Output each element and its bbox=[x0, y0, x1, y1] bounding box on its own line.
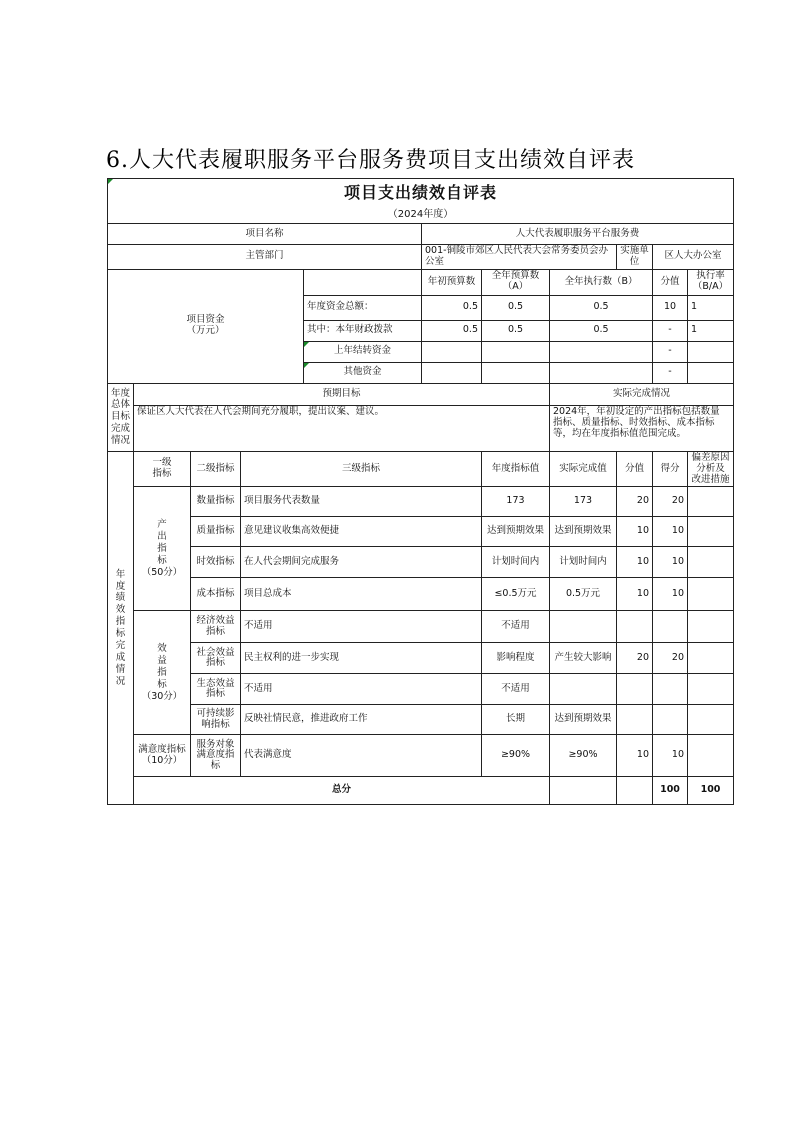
total-label: 总分 bbox=[134, 777, 550, 805]
deviation-note bbox=[688, 674, 734, 705]
page-heading: 6.人大代表履职服务平台服务费项目支出绩效自评表 bbox=[106, 148, 635, 173]
funds-cell bbox=[550, 341, 653, 362]
expected-goal-text: 保证区人大代表在人代会期间充分履职，提出议案、建议。 bbox=[134, 405, 550, 451]
performance-evaluation-table bbox=[107, 178, 734, 805]
funds-header-score-value: 分值 bbox=[653, 269, 688, 295]
level2-indicator: 成本指标 bbox=[191, 578, 241, 611]
level2-indicator: 质量指标 bbox=[191, 517, 241, 547]
funds-cell bbox=[550, 362, 653, 383]
ind-header-actual: 实际完成值 bbox=[550, 451, 617, 487]
ind-header-target: 年度指标值 bbox=[482, 451, 550, 487]
level2-indicator: 可持续影 响指标 bbox=[191, 705, 241, 735]
level3-indicator: 不适用 bbox=[241, 611, 482, 643]
deviation-note bbox=[688, 643, 734, 674]
funds-header-blank bbox=[304, 269, 422, 295]
funds-cell: 0.5 bbox=[422, 295, 482, 320]
funds-cell bbox=[422, 341, 482, 362]
level2-indicator: 数量指标 bbox=[191, 487, 241, 517]
level3-indicator: 项目服务代表数量 bbox=[241, 487, 482, 517]
funds-cell: 10 bbox=[653, 295, 688, 320]
actual-header: 实际完成情况 bbox=[550, 383, 734, 405]
actual-value: 达到预期效果 bbox=[550, 705, 617, 735]
deviation-note bbox=[688, 517, 734, 547]
group-output: 产 出 指 标 （50分） bbox=[134, 487, 191, 611]
impl-label: 实施单位 bbox=[617, 245, 653, 270]
total-score: 100 bbox=[688, 777, 734, 805]
ind-header-note: 偏差原因分析及 改进措施 bbox=[688, 451, 734, 487]
funds-row-label: 年度资金总额： bbox=[304, 295, 422, 320]
actual-value bbox=[550, 611, 617, 643]
score: 10 bbox=[653, 735, 688, 777]
funds-cell: 1 bbox=[688, 295, 734, 320]
group-satisfaction: 满意度指标 （10分） bbox=[134, 735, 191, 777]
actual-text: 2024年，年初设定的产出指标包括数量 指标、质量指标、时效指标、成本指标 等，均在年度指标值范围完成。 bbox=[550, 405, 734, 451]
indicators-label: 年 度 绩 效 指 标 完 成 情 况 bbox=[108, 451, 134, 805]
level2-indicator: 时效指标 bbox=[191, 547, 241, 578]
funds-cell bbox=[482, 341, 550, 362]
funds-cell: 0.5 bbox=[550, 320, 653, 341]
ind-header-level3: 三级指标 bbox=[241, 451, 482, 487]
level2-indicator: 生态效益 指标 bbox=[191, 674, 241, 705]
target-value: ≤0.5万元 bbox=[482, 578, 550, 611]
target-value: ≥90% bbox=[482, 735, 550, 777]
funds-cell: 0.5 bbox=[482, 295, 550, 320]
deviation-note bbox=[688, 611, 734, 643]
target-value: 计划时间内 bbox=[482, 547, 550, 578]
ind-header-score-value: 分值 bbox=[617, 451, 653, 487]
funds-cell: - bbox=[653, 320, 688, 341]
funds-header-executed: 全年执行数（B） bbox=[550, 269, 653, 295]
funds-cell: 1 bbox=[688, 320, 734, 341]
goal-label: 年度 总体 目标 完成 情况 bbox=[108, 383, 134, 451]
actual-value: 达到预期效果 bbox=[550, 517, 617, 547]
deviation-note bbox=[688, 487, 734, 517]
table-year: （2024年度） bbox=[108, 207, 734, 224]
total-score-value: 100 bbox=[653, 777, 688, 805]
deviation-note bbox=[688, 735, 734, 777]
funds-cell bbox=[688, 362, 734, 383]
deviation-note bbox=[688, 547, 734, 578]
funds-row-label: 其中：本年财政拨款 bbox=[304, 320, 422, 341]
score bbox=[653, 611, 688, 643]
total-blank bbox=[550, 777, 617, 805]
score: 10 bbox=[653, 578, 688, 611]
target-value: 不适用 bbox=[482, 674, 550, 705]
ind-header-level1: 一级 指标 bbox=[134, 451, 191, 487]
actual-value: 173 bbox=[550, 487, 617, 517]
funds-label: 项目资金 （万元） bbox=[108, 269, 304, 383]
score-value: 10 bbox=[617, 517, 653, 547]
funds-row-label: 上年结转资金 bbox=[304, 341, 422, 362]
funds-header-annual: 全年预算数（A） bbox=[482, 269, 550, 295]
ind-header-score: 得分 bbox=[653, 451, 688, 487]
actual-value: 计划时间内 bbox=[550, 547, 617, 578]
table-title: 项目支出绩效自评表 bbox=[108, 179, 734, 207]
ind-header-level2: 二级指标 bbox=[191, 451, 241, 487]
funds-cell bbox=[688, 341, 734, 362]
funds-row-label: 其他资金 bbox=[304, 362, 422, 383]
funds-cell bbox=[422, 362, 482, 383]
target-value: 长期 bbox=[482, 705, 550, 735]
impl-unit: 区人大办公室 bbox=[653, 245, 734, 270]
funds-cell: 0.5 bbox=[422, 320, 482, 341]
score: 10 bbox=[653, 547, 688, 578]
funds-cell: - bbox=[653, 362, 688, 383]
level3-indicator: 意见建议收集高效便捷 bbox=[241, 517, 482, 547]
score-value bbox=[617, 674, 653, 705]
funds-cell: 0.5 bbox=[550, 295, 653, 320]
target-value: 173 bbox=[482, 487, 550, 517]
target-value: 影响程度 bbox=[482, 643, 550, 674]
level2-indicator: 社会效益 指标 bbox=[191, 643, 241, 674]
score: 10 bbox=[653, 517, 688, 547]
funds-header-initial: 年初预算数 bbox=[422, 269, 482, 295]
score: 20 bbox=[653, 643, 688, 674]
funds-cell bbox=[482, 362, 550, 383]
funds-header-rate: 执行率 （B/A） bbox=[688, 269, 734, 295]
score-value: 10 bbox=[617, 578, 653, 611]
level3-indicator: 代表满意度 bbox=[241, 735, 482, 777]
dept-name: 001-铜陵市郊区人民代表大会常务委员会办公室 bbox=[422, 245, 617, 270]
total-blank bbox=[617, 777, 653, 805]
score-value: 20 bbox=[617, 487, 653, 517]
actual-value: 产生较大影响 bbox=[550, 643, 617, 674]
score: 20 bbox=[653, 487, 688, 517]
funds-cell: 0.5 bbox=[482, 320, 550, 341]
level3-indicator: 民主权利的进一步实现 bbox=[241, 643, 482, 674]
actual-value: 0.5万元 bbox=[550, 578, 617, 611]
project-name: 人大代表履职服务平台服务费 bbox=[422, 224, 734, 245]
score-value bbox=[617, 705, 653, 735]
actual-value: ≥90% bbox=[550, 735, 617, 777]
level2-indicator: 服务对象 满意度指 标 bbox=[191, 735, 241, 777]
score-value bbox=[617, 611, 653, 643]
deviation-note bbox=[688, 578, 734, 611]
score-value: 20 bbox=[617, 643, 653, 674]
funds-cell: - bbox=[653, 341, 688, 362]
score bbox=[653, 674, 688, 705]
score-value: 10 bbox=[617, 547, 653, 578]
score bbox=[653, 705, 688, 735]
target-value: 达到预期效果 bbox=[482, 517, 550, 547]
expected-goal-header: 预期目标 bbox=[134, 383, 550, 405]
score-value: 10 bbox=[617, 735, 653, 777]
actual-value bbox=[550, 674, 617, 705]
level2-indicator: 经济效益 指标 bbox=[191, 611, 241, 643]
dept-label: 主管部门 bbox=[108, 245, 422, 270]
level3-indicator: 项目总成本 bbox=[241, 578, 482, 611]
target-value: 不适用 bbox=[482, 611, 550, 643]
project-name-label: 项目名称 bbox=[108, 224, 422, 245]
level3-indicator: 反映社情民意，推进政府工作 bbox=[241, 705, 482, 735]
level3-indicator: 不适用 bbox=[241, 674, 482, 705]
level3-indicator: 在人代会期间完成服务 bbox=[241, 547, 482, 578]
group-benefit: 效 益 指 标 （30分） bbox=[134, 611, 191, 735]
deviation-note bbox=[688, 705, 734, 735]
